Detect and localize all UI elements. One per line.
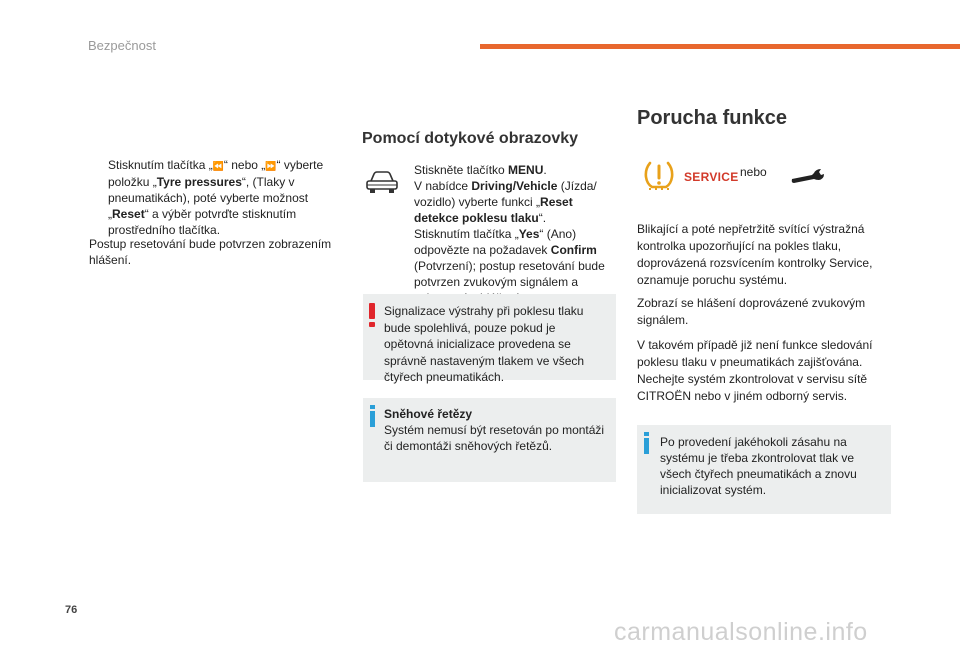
warning-exclamation-dot [369,322,375,327]
fault-paragraph-1: Blikající a poté nepřetržitě svítící výstražná kontrolka upozorňující na pokles tlaku, doprovázená rozsvícením kontrolky Service, oznamuje poruchu systému. [637,222,873,287]
bold-text: Driving/Vehicle [471,179,558,193]
rewind-icon: ⏪ [212,161,224,171]
fault-heading: Porucha funkce [637,107,788,129]
text: (Jízda/ vozidlo) vyberte funkci „ [414,179,597,209]
info-title: Sněhové řetězy [384,407,473,421]
text: Stisknutím tlačítka „ [108,158,213,172]
or-text: nebo [740,165,767,179]
text: (Potvrzení); postup resetování bude potvrzen zvukovým signálem a [414,259,605,289]
warning-box [363,294,616,384]
fast-forward-icon: ⏩ [265,161,277,171]
bold-text: Confirm [550,243,597,257]
text: Stiskněte tlačítko [414,163,509,177]
paragraph [414,162,610,178]
text: Stisknutím tlačítka „ [414,227,519,241]
paragraph [414,178,610,226]
info-icon [644,438,649,454]
text: V nabídce [414,179,472,193]
page-number: 76 [65,604,78,616]
info-icon-dot [644,432,649,436]
text: “ (Ano) odpovězte na požadavek [414,227,577,257]
text: “. [538,211,547,225]
col1-after [89,236,344,268]
info-icon [370,411,375,427]
header-accent-bar [480,44,960,49]
bold-text: Tyre pressures [156,175,242,189]
text: “ vyberte položku „ [108,158,324,189]
info-content [384,406,608,454]
text: “ nebo „ [223,158,266,172]
bold-text: MENU [508,163,544,177]
warning-text: Signalizace výstrahy při poklesu tlaku bude spolehlivá, pouze pokud je opětovná inicializace provedena se správně nastaveným tlakem ve všech čtyřech pneumatikách. [384,304,585,384]
col1-step [89,157,334,238]
service-indicator-label: SERVICE [684,170,739,184]
paragraph: Postup resetování bude potvrzen zobrazením hlášení. [89,237,332,267]
text: “ a výběr potvrďte stisknutím prostředního tlačítka. [108,207,297,237]
bold-text: Reset detekce poklesu tlaku [414,195,573,225]
car-touchscreen-icon [364,170,400,196]
touchscreen-instructions [414,162,610,306]
info-text: Systém nemusí být resetován po montáži či demontáži sněhových řetězů. [384,423,605,453]
info-text: Po provedení jakéhokoli zásahu na systému je třeba zkontrolovat tlak ve všech čtyřech pneumatikách a znovu inicializovat systém. [660,435,857,497]
reinitialize-info-box [637,425,891,514]
wrench-icon [790,168,826,184]
warning-exclamation-icon [369,303,375,319]
tyre-pressure-warning-icon [644,159,674,191]
text: “, (Tlaky v pneumatikách), poté vyberte možnost „ [108,175,309,221]
watermark: carmanualsonline.info [614,618,868,646]
bold-text: Yes [518,227,540,241]
fault-paragraph-3: V takovém případě již není funkce sledování poklesu tlaku v pneumatikách zajišťována. Nechejte systém zkontrolovat v servisu sítě CITROËN nebo v jiném odborný servis. [637,338,873,403]
touchscreen-heading: Pomocí dotykové obrazovky [362,130,579,147]
snow-chains-info-box [363,398,616,482]
text: . [543,163,547,177]
bold-text: Reset [112,207,145,221]
section-title: Bezpečnost [88,38,156,53]
step-paragraph [108,157,334,238]
info-icon-dot [370,405,375,409]
fault-paragraph-2: Zobrazí se hlášení doprovázené zvukovým signálem. [637,296,866,327]
